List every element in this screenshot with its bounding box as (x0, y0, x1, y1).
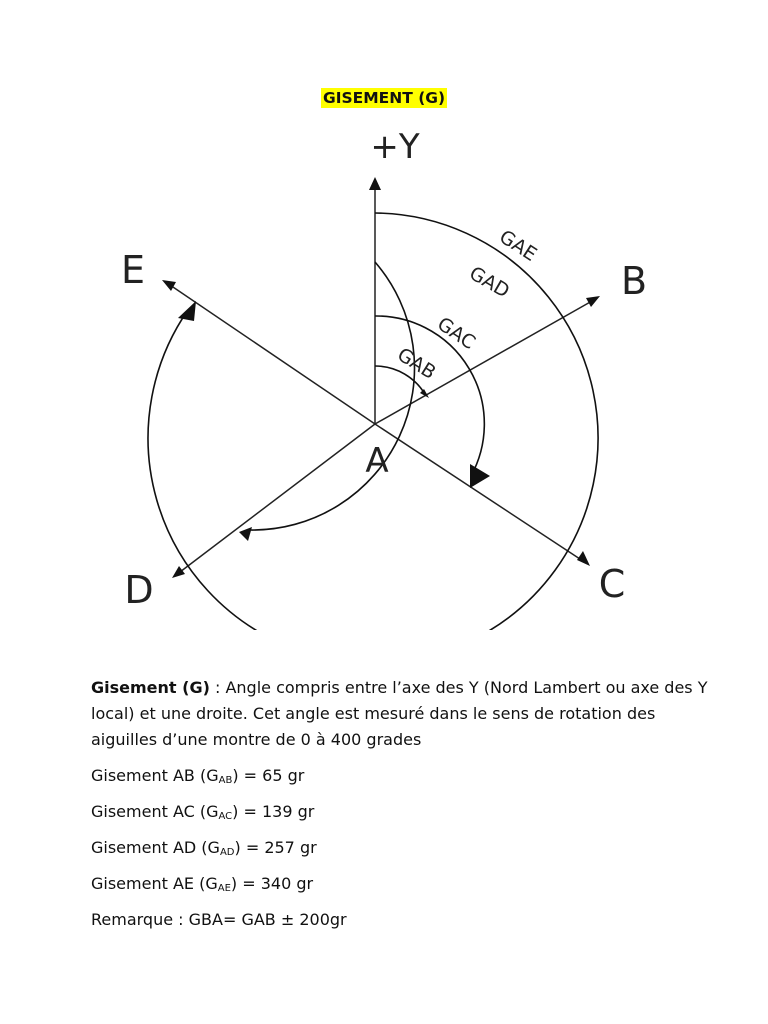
arc-label-gae: GAE (495, 225, 541, 266)
arc-label-gab: GAB (393, 343, 440, 384)
arc-gad (250, 262, 415, 530)
line-ab-arrowhead (586, 296, 600, 307)
arc-gae-arrowhead (178, 301, 196, 321)
bearing-ad-prefix: Gisement AD (G (91, 838, 220, 857)
arc-gae (148, 213, 598, 630)
bearing-ac-sub: AC (218, 811, 233, 822)
bearing-ae-sub: AE (217, 883, 231, 894)
bearing-ab-sub: AB (218, 775, 233, 786)
bearing-ae-value: ) = 340 gr (230, 874, 314, 893)
line-ae (170, 285, 375, 424)
point-label-b: B (620, 259, 648, 303)
remark: Remarque : GBA= GAB ± 200gr (91, 910, 347, 929)
line-ae-arrowhead (162, 280, 176, 291)
line-ad (180, 424, 375, 572)
arc-label-gad: GAD (465, 262, 514, 303)
point-label-e: E (120, 248, 146, 292)
line-ac (375, 424, 583, 561)
bearing-ad-value: ) = 257 gr (234, 838, 317, 857)
bearing-ab-value: ) = 65 gr (232, 766, 305, 785)
bearing-ad (91, 835, 711, 861)
bearing-ac (91, 799, 711, 825)
point-label-a: A (365, 441, 389, 481)
definition (91, 675, 711, 753)
bearing-ad-sub: AD (219, 847, 235, 858)
bearing-ae (91, 871, 711, 897)
page-title: GISEMENT (G) (323, 89, 446, 107)
line-ac-arrowhead (577, 551, 590, 566)
bearing-diagram (0, 120, 768, 630)
text-block (91, 675, 711, 943)
bearing-ab-prefix: Gisement AB (G (91, 766, 219, 785)
arc-label-gac: GAC (433, 312, 480, 354)
bearing-ae-prefix: Gisement AE (G (91, 874, 218, 893)
bearing-ab (91, 763, 711, 789)
definition-text: : Angle compris entre l’axe des Y (Nord Lambert ou axe des Y local) et une droite. Cet angle est mesuré dans le sens de rotation des aiguilles d’une montre de 0 à 400 grades (91, 678, 708, 749)
arc-gad-arrowhead (239, 527, 252, 541)
point-label-d: D (124, 568, 154, 612)
bearing-ac-value: ) = 139 gr (232, 802, 315, 821)
point-label-c: C (598, 562, 626, 606)
arc-gac-arrowhead (470, 464, 490, 488)
line-ad-arrowhead (172, 566, 185, 578)
y-axis-label: +Y (370, 127, 420, 167)
definition-term: Gisement (G) (91, 678, 210, 697)
y-axis-arrowhead (369, 177, 381, 190)
bearing-ac-prefix: Gisement AC (G (91, 802, 219, 821)
